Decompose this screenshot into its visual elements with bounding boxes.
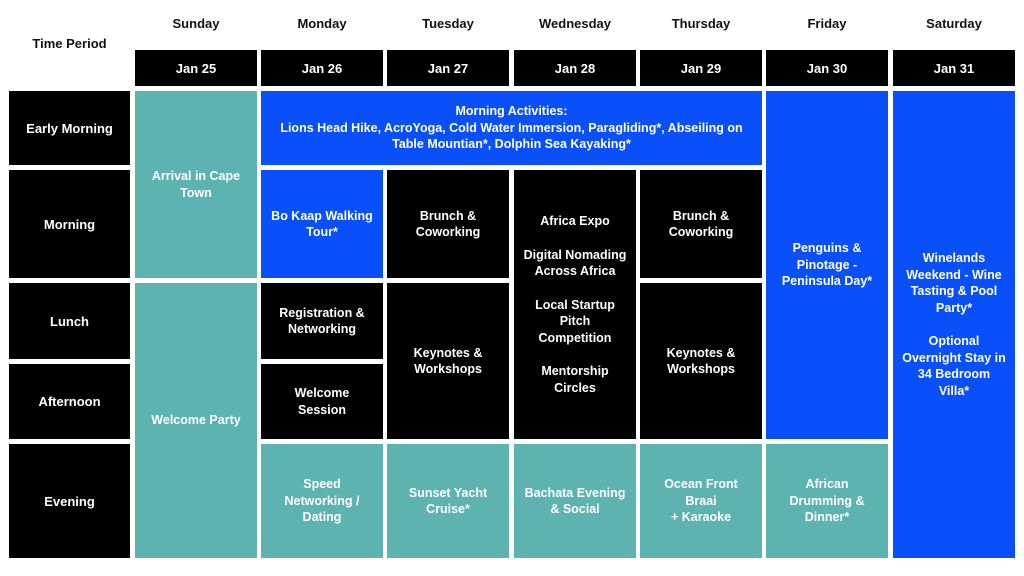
day-header-wednesday: Wednesday (538, 15, 611, 31)
time-period-header: Time Period (32, 35, 107, 51)
wednesday-bachata-cell (514, 444, 636, 558)
friday-penguins-cell (766, 91, 888, 439)
day-header-sunday: Sunday (172, 15, 220, 31)
sunday-arrival-cell (135, 91, 257, 278)
tuesday-keynotes-cell (387, 283, 509, 439)
wednesday-startup-pitch-text: Local Startup Pitch Competition (535, 297, 615, 345)
date-cell-friday: Jan 30 (766, 50, 888, 86)
day-header-thursday: Thursday (671, 15, 731, 31)
date-cell-monday: Jan 26 (261, 50, 383, 86)
period-early-morning: Early Morning (9, 91, 130, 165)
monday-speed-networking-text: Speed Networking / Dating (284, 477, 360, 525)
thursday-braai-text-line2: + Karaoke (670, 510, 732, 525)
saturday-winelands-text: Winelands Weekend - Wine Tasting & Pool Party* (906, 251, 1002, 315)
sunday-welcome-party-cell (135, 283, 257, 558)
saturday-overnight-text: Optional Overnight Stay in 34 Bedroom Villa* (902, 334, 1006, 398)
thursday-keynotes-cell (640, 283, 762, 439)
period-evening: Evening (9, 444, 130, 558)
morning-activities-cell (261, 91, 762, 165)
day-header-friday: Friday (807, 15, 847, 31)
wednesday-mentorship-text: Mentorship Circles (541, 364, 609, 395)
saturday-winelands-cell (893, 91, 1015, 558)
date-cell-thursday: Jan 29 (640, 50, 762, 86)
wednesday-bachata-text: Bachata Evening & Social (524, 485, 626, 516)
monday-bo-kaap-cell (261, 170, 383, 278)
tuesday-sunset-cruise-text: Sunset Yacht Cruise* (408, 485, 488, 516)
tuesday-brunch-text: Brunch & Coworking (415, 208, 481, 239)
tuesday-brunch-cell (387, 170, 509, 278)
date-cell-saturday: Jan 31 (893, 50, 1015, 86)
period-afternoon: Afternoon (9, 364, 130, 439)
friday-drumming-text: African Drumming & Dinner* (789, 477, 865, 525)
thursday-braai-cell (640, 444, 762, 558)
morning-activities-list: Lions Head Hike, AcroYoga, Cold Water Immersion, Paragliding*, Abseiling on Table Mountian*, Dolphin Sea Kayaking* (280, 120, 743, 152)
monday-registration-cell (261, 283, 383, 359)
friday-penguins-text: Penguins & Pinotage - Peninsula Day* (781, 241, 873, 289)
thursday-brunch-cell (640, 170, 762, 278)
sunday-arrival-text: Arrival in Cape Town (151, 169, 241, 200)
monday-speed-networking-cell (261, 444, 383, 558)
day-header-saturday: Saturday (926, 15, 982, 31)
tuesday-keynotes-text: Keynotes & Workshops (413, 345, 483, 376)
sunday-welcome-party-text: Welcome Party (151, 413, 241, 428)
friday-drumming-cell (766, 444, 888, 558)
wednesday-africa-expo-text: Africa Expo (540, 214, 610, 228)
day-header-tuesday: Tuesday (422, 15, 474, 31)
thursday-brunch-text: Brunch & Coworking (668, 208, 734, 239)
wednesday-expo-cell (514, 170, 636, 439)
date-cell-wednesday: Jan 28 (514, 50, 636, 86)
date-cell-tuesday: Jan 27 (387, 50, 509, 86)
morning-activities-title: Morning Activities: (455, 104, 568, 119)
wednesday-digital-nomading-text: Digital Nomading Across Africa (523, 247, 627, 278)
monday-welcome-session-cell (261, 364, 383, 439)
period-lunch: Lunch (9, 283, 130, 359)
tuesday-sunset-cruise-cell (387, 444, 509, 558)
date-cell-sunday: Jan 25 (135, 50, 257, 86)
period-morning: Morning (9, 170, 130, 278)
monday-bo-kaap-text: Bo Kaap Walking Tour* (271, 208, 373, 239)
thursday-keynotes-text: Keynotes & Workshops (666, 345, 736, 376)
monday-welcome-session-text: Welcome Session (294, 386, 350, 417)
thursday-braai-text-line1: Ocean Front Braai (664, 477, 738, 508)
monday-registration-text: Registration & Networking (279, 305, 365, 336)
day-header-monday: Monday (297, 15, 347, 31)
